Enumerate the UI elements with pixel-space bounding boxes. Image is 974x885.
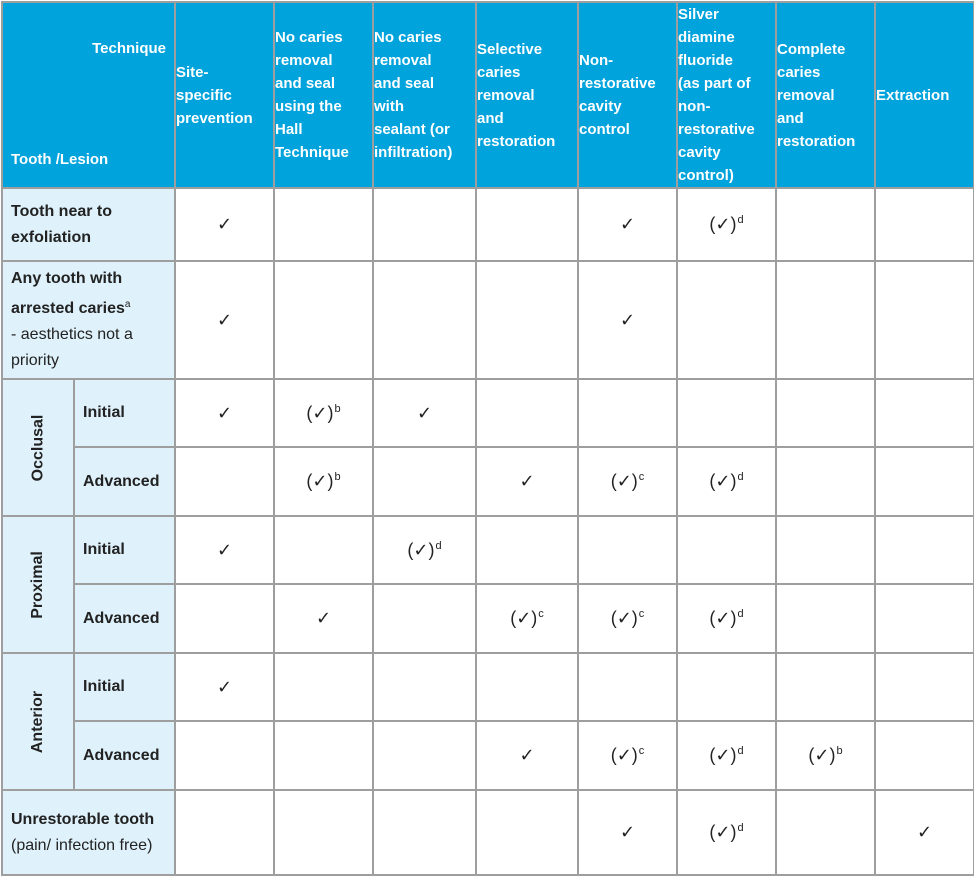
column-header [677,2,776,188]
footnote-marker: d [435,539,442,552]
conditional-check-mark: (✓) [709,608,737,628]
column-header [175,2,274,188]
table-cell [175,447,274,516]
row-label [2,188,175,261]
column-header-line: and [477,109,504,127]
conditional-check-mark: (✓) [306,402,334,423]
conditional-check-mark: (✓) [306,471,334,491]
column-header-line: control [579,121,630,138]
table-cell [578,790,677,875]
header-corner [2,2,175,188]
table-cell [776,516,875,584]
table-cell [373,790,476,875]
table-cell [476,261,578,379]
table-cell [476,790,578,875]
table-row [2,261,974,379]
caries-management-table [1,1,974,876]
column-header-line: removal [374,52,432,69]
table-cell [875,584,974,653]
column-header [875,2,974,188]
stage-label: Advanced [74,447,175,516]
group-label-proximal: Proximal [2,516,74,653]
table-cell [578,721,677,790]
column-header [476,2,578,188]
table-cell [373,261,476,379]
table-cell [578,188,677,261]
footnote-marker: b [836,745,843,757]
row-label [2,790,175,875]
conditional-check-mark: (✓) [808,745,836,765]
column-header-line: and [777,109,804,127]
footnote-marker: a [124,299,131,310]
table-cell [776,261,875,379]
table-cell [875,721,974,790]
column-header-line: non- [678,98,711,115]
row-label-plain: (pain/ infection free) [11,836,153,854]
table-cell [274,188,373,261]
check-mark: ✓ [216,676,233,697]
table-cell [373,516,476,584]
table-cell [175,584,274,653]
check-mark: ✓ [216,214,233,234]
column-header-line: removal [777,86,835,104]
check-mark: ✓ [619,309,636,330]
table-cell [578,379,677,447]
table-cell [677,653,776,721]
technique-label: Technique [92,40,166,57]
column-header-line: with [374,98,404,115]
table-cell [175,790,274,875]
column-header-line: cavity [579,98,622,115]
column-header-line: sealant (or [374,121,450,138]
footnote-marker: b [334,402,341,415]
column-header-line: (as part of [678,75,751,92]
table-cell [373,447,476,516]
table-row [2,447,974,516]
stage-label: Initial [74,653,175,721]
table-cell [175,188,274,261]
table-cell [476,379,578,447]
row-label [2,261,175,379]
column-header-line: restoration [477,132,556,150]
table-cell [373,379,476,447]
footnote-marker: b [334,471,341,483]
column-header-line: specific [176,86,232,104]
table-row [2,721,974,790]
table-cell [776,584,875,653]
table-cell [776,188,875,261]
table-cell [175,653,274,721]
conditional-check-mark: (✓) [610,745,638,765]
table-cell [677,790,776,875]
table-cell [875,261,974,379]
conditional-check-mark: (✓) [610,608,638,628]
header-row [2,2,974,188]
table-cell [175,261,274,379]
column-header-line: and seal [275,75,336,92]
column-header-line: Hall [275,121,303,138]
table-cell [274,447,373,516]
column-header [373,2,476,188]
table-cell [578,584,677,653]
table-cell [578,653,677,721]
column-header-line: cavity [678,144,721,161]
table-cell [476,188,578,261]
table-cell [274,379,373,447]
column-header-line: restoration [777,132,856,150]
column-header-line: No caries [374,29,442,46]
check-mark: ✓ [216,402,233,423]
column-header-line: fluoride [678,52,733,69]
footnote-marker: d [737,608,744,620]
footnote-marker: c [638,471,645,483]
conditional-check-mark: (✓) [709,214,737,234]
check-mark: ✓ [216,309,233,330]
check-mark: ✓ [619,822,636,842]
conditional-check-mark: (✓) [709,745,737,765]
footnote-marker: d [737,471,744,483]
stage-label: Initial [74,379,175,447]
check-mark: ✓ [519,745,535,765]
table-cell [677,721,776,790]
table-cell [476,653,578,721]
tooth-lesion-label: Tooth /Lesion [11,151,109,168]
column-header-line: caries [777,63,821,81]
table-cell [677,188,776,261]
table-cell [875,516,974,584]
stage-label: Advanced [74,721,175,790]
footnote-marker: c [638,608,645,620]
table-cell [776,790,875,875]
table-cell [677,379,776,447]
row-label-plain: - aesthetics not a priority [11,326,133,369]
table-row [2,653,974,721]
table-cell [875,790,974,875]
column-header-line: using the [275,98,342,115]
conditional-check-mark: (✓) [610,471,638,491]
column-header [776,2,875,188]
table-cell [274,721,373,790]
footnote-marker: d [737,745,744,757]
table-cell [875,447,974,516]
table-cell [274,584,373,653]
column-header-line: Site- [176,63,209,81]
conditional-check-mark: (✓) [407,539,435,560]
table-cell [776,721,875,790]
column-header-line: prevention [176,109,253,127]
column-header-line: removal [477,86,535,104]
table-cell [373,653,476,721]
table-cell [476,516,578,584]
column-header-line: restorative [579,75,656,92]
row-label-bold: Tooth near to exfoliation [11,202,113,246]
footnote-marker: d [737,214,744,226]
table-cell [175,516,274,584]
table-cell [578,516,677,584]
table-row [2,516,974,584]
conditional-check-mark: (✓) [709,471,737,491]
column-header [578,2,677,188]
table-cell [175,721,274,790]
check-mark: ✓ [519,471,535,491]
conditional-check-mark: (✓) [709,822,737,842]
row-label-bold: Unrestorable tooth [11,810,155,828]
check-mark: ✓ [416,402,433,423]
stage-label: Advanced [74,584,175,653]
table-cell [677,447,776,516]
column-header-line: Silver [678,6,719,23]
table-cell [274,516,373,584]
column-header-line: Technique [275,144,349,161]
table-cell [373,721,476,790]
table-cell [373,188,476,261]
column-header-line: caries [477,63,521,81]
table-cell [776,447,875,516]
footnote-marker: d [737,822,744,834]
check-mark: ✓ [216,539,233,560]
table-cell [875,379,974,447]
table-cell [677,584,776,653]
table-cell [476,584,578,653]
footnote-marker: c [638,745,645,757]
table-row [2,379,974,447]
check-mark: ✓ [916,822,933,842]
row-label-bold: Any tooth with arrested caries [11,270,125,317]
table-cell [373,584,476,653]
table-cell [274,653,373,721]
column-header-line: diamine [678,29,735,46]
table-cell [776,653,875,721]
column-header-line: Non- [579,52,614,69]
group-label-occlusal: Occlusal [2,379,74,516]
column-header-line: restorative [678,121,755,138]
table-cell [175,379,274,447]
table-cell [274,261,373,379]
table-row [2,584,974,653]
table-cell [677,261,776,379]
table-cell [875,188,974,261]
table-cell [274,790,373,875]
column-header-line: and seal [374,75,435,92]
column-header-line: control) [678,167,734,184]
table-cell [578,261,677,379]
check-mark: ✓ [619,214,636,234]
column-header-line: No caries [275,29,343,46]
table-cell [875,653,974,721]
table-row [2,188,974,261]
footnote-marker: c [538,608,544,620]
table-cell [476,447,578,516]
table-row [2,790,974,875]
stage-label: Initial [74,516,175,584]
column-header-line: Complete [777,40,846,58]
table-cell [578,447,677,516]
table-cell [476,721,578,790]
column-header-line: infiltration) [374,144,453,161]
group-label-anterior: Anterior [2,653,74,790]
column-header [274,2,373,188]
check-mark: ✓ [315,608,332,628]
table-cell [677,516,776,584]
conditional-check-mark: (✓) [510,608,538,628]
column-header-line: removal [275,52,333,69]
table-cell [776,379,875,447]
column-header-line: Extraction [876,86,950,104]
column-header-line: Selective [477,40,543,58]
